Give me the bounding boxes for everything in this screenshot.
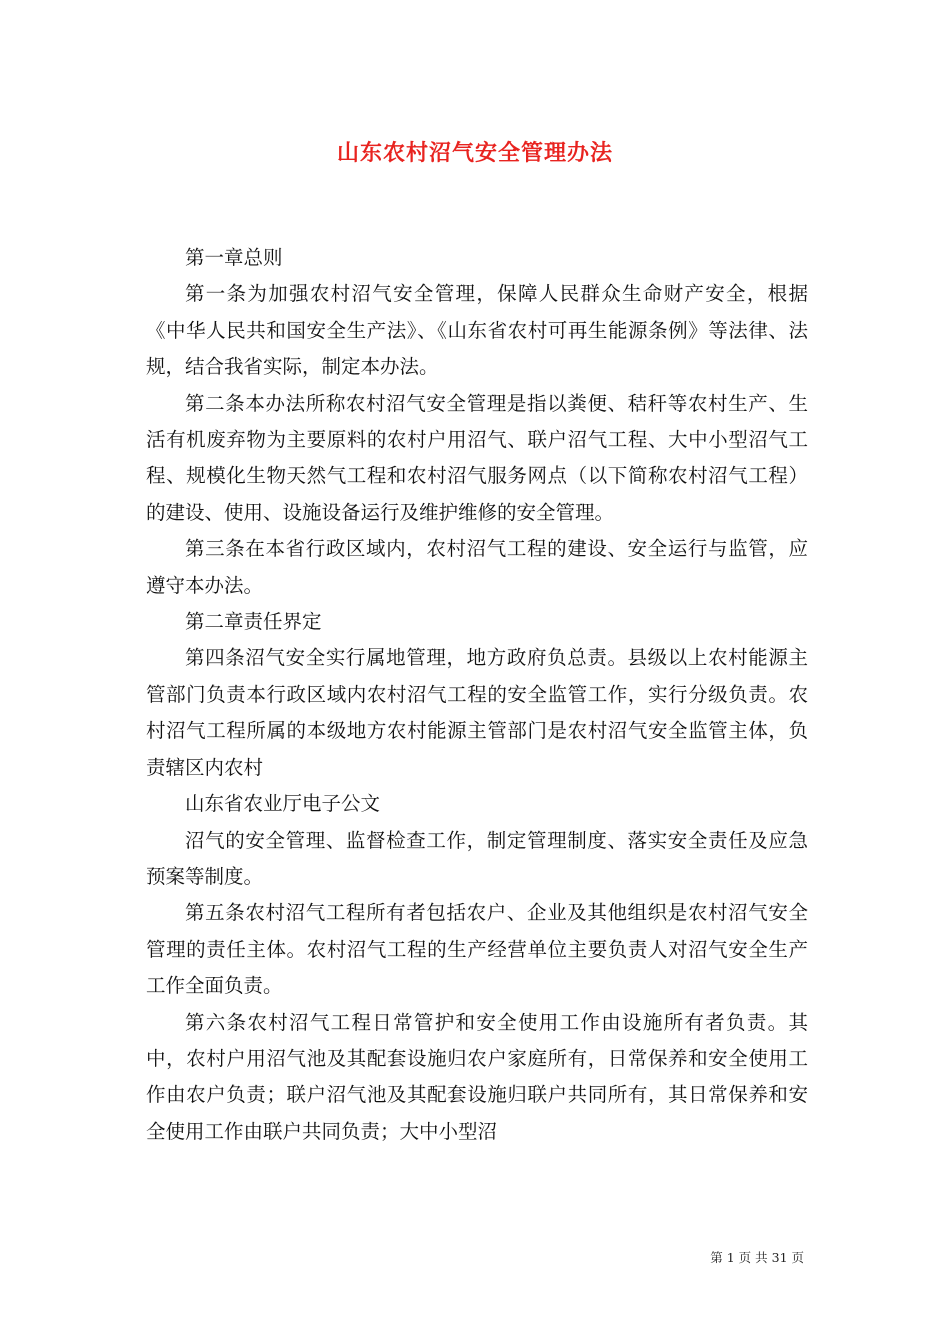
chapter-heading: 第一章总则: [185, 246, 283, 269]
article-paragraph: 第四条沼气安全实行属地管理，地方政府负总责。县级以上农村能源主管部门负责本行政区域内农村沼气工程的安全监管工作，实行分级负责。农村沼气工程所属的本级地方农村能源主管部门是农村沼气安全监管主体，负责辖区内农村: [146, 646, 808, 779]
article-paragraph: 第二条本办法所称农村沼气安全管理是指以粪便、秸秆等农村生产、生活有机废弃物为主要原料的农村户用沼气、联户沼气工程、大中小型沼气工程、规模化生物天然气工程和农村沼气服务网点（以下简称农村沼气工程）的建设、使用、设施设备运行及维护维修的安全管理。: [146, 391, 808, 524]
page-footer: 第 1 页 共 31 页: [710, 1250, 804, 1265]
document-title: 山东农村沼气安全管理办法: [336, 140, 613, 166]
article-paragraph: 第六条农村沼气工程日常管护和安全使用工作由设施所有者负责。其中，农村户用沼气池及其配套设施归农户家庭所有，日常保养和安全使用工作由农户负责；联户沼气池及其配套设施归联户共同所有，其日常保养和安全使用工作由联户共同负责；大中小型沼: [146, 1010, 808, 1143]
article-paragraph: 第五条农村沼气工程所有者包括农户、企业及其他组织是农村沼气安全管理的责任主体。农村沼气工程的生产经营单位主要负责人对沼气安全生产工作全面负责。: [146, 901, 808, 998]
article-paragraph: 第一条为加强农村沼气安全管理，保障人民群众生命财产安全，根据《中华人民共和国安全生产法》、《山东省农村可再生能源条例》等法律、法规，结合我省实际，制定本办法。: [146, 282, 808, 379]
chapter-heading: 第二章责任界定: [185, 610, 322, 634]
article-paragraph: 第三条在本省行政区域内，农村沼气工程的建设、安全运行与监管，应遵守本办法。: [146, 537, 808, 597]
source-note: 山东省农业厅电子公文: [185, 792, 381, 816]
article-paragraph: 沼气的安全管理、监督检查工作，制定管理制度、落实安全责任及应急预案等制度。: [146, 828, 808, 888]
document-body: [146, 240, 808, 1150]
